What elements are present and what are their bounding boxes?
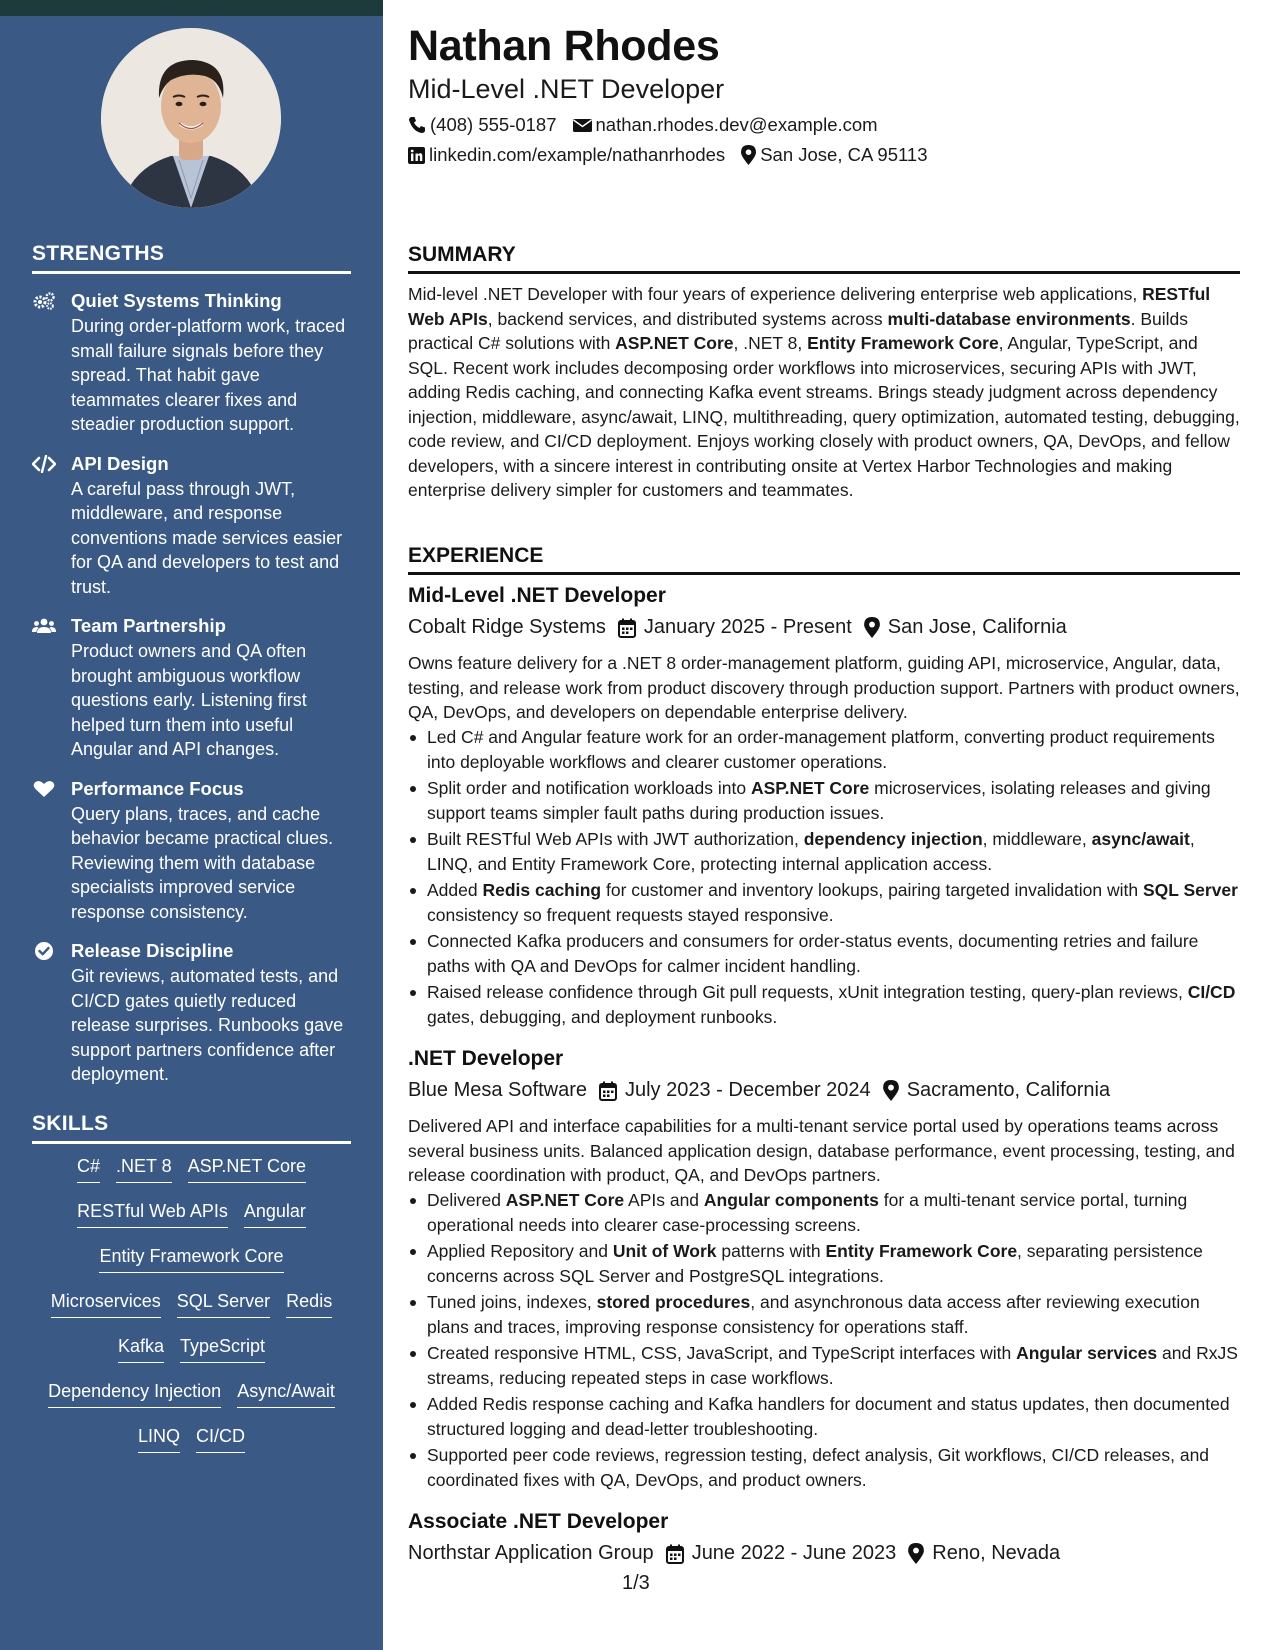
job-company: Cobalt Ridge Systems bbox=[408, 616, 606, 638]
heart-icon bbox=[32, 779, 56, 799]
location-text: San Jose, CA 95113 bbox=[760, 144, 928, 165]
job-dates: July 2023 - December 2024 bbox=[624, 1079, 871, 1101]
envelope-icon bbox=[573, 118, 592, 133]
summary-text: Mid-level .NET Developer with four years of experience delivering enterprise web applications, RESTful Web APIs, backend services, and distributed systems across multi-database environments. Builds practical C# solutions with ASP.NET Core, .NET 8, Entity Framework Core, Angular, TypeScript, and SQL. Recent work includes decomposing order workflows into microservices, securing APIs with JWT, adding Redis caching, and connecting Kafka event streams. Brings steady judgment across dependency injection, middleware, async/await, LINQ, multithreading, query optimization, automated testing, debugging, code review, and CI/CD deployment. Enjoys working closely with product owners, QA, DevOps, and fellow developers, with a sincere interest in contributing onsite at Vertex Harbor Technologies and making enterprise delivery simpler for customers and teammates. bbox=[408, 284, 1240, 500]
calendar-icon bbox=[618, 618, 636, 638]
job-bullet: Built RESTful Web APIs with JWT authorization, dependency injection, middleware, async/await, LINQ, and Entity Framework Core, protecting internal application access. bbox=[408, 827, 1240, 876]
linkedin-contact[interactable] bbox=[408, 144, 725, 166]
strength-item bbox=[32, 288, 351, 437]
strength-title: Release Discipline bbox=[71, 940, 234, 961]
skill-tag: Angular bbox=[244, 1199, 306, 1228]
strength-text: Query plans, traces, and cache behavior became practical clues. Reviewing them with database specialists improved service response consistency. bbox=[71, 803, 334, 922]
job-bullet: Delivered ASP.NET Core APIs and Angular components for a multi-tenant service portal, turning operational needs into clearer case-processing screens. bbox=[408, 1188, 1240, 1237]
calendar-icon bbox=[666, 1544, 684, 1564]
code-icon bbox=[32, 454, 56, 474]
skill-tag: SQL Server bbox=[177, 1289, 270, 1318]
candidate-name: Nathan Rhodes bbox=[408, 22, 720, 70]
job-dates: June 2022 - June 2023 bbox=[691, 1542, 897, 1564]
job-bullet: Added Redis response caching and Kafka handlers for document and status updates, then documented structured logging and dead-letter troubleshooting. bbox=[408, 1392, 1240, 1441]
skill-tag: ASP.NET Core bbox=[188, 1154, 306, 1183]
job-description: Owns feature delivery for a .NET 8 order-management platform, guiding API, microservice, Angular, data, testing, and release work from product discovery through production support. Partners with product owners, QA, DevOps, and developers on dependable enterprise delivery. bbox=[408, 653, 1240, 722]
skills-section bbox=[32, 1112, 351, 1469]
experience-heading: EXPERIENCE bbox=[408, 544, 1240, 575]
strength-item bbox=[32, 451, 351, 600]
job-title: Associate .NET Developer bbox=[408, 1510, 669, 1533]
contact-row-2 bbox=[408, 144, 944, 166]
job-title: Mid-Level .NET Developer bbox=[408, 584, 666, 607]
map-pin-icon bbox=[741, 145, 756, 165]
skill-tag: Redis bbox=[286, 1289, 332, 1318]
map-pin-icon bbox=[908, 1543, 924, 1564]
map-pin-icon bbox=[883, 1080, 899, 1101]
check-circle-icon bbox=[32, 941, 56, 961]
job-title: .NET Developer bbox=[408, 1047, 564, 1070]
profile-photo bbox=[101, 28, 281, 208]
email-contact[interactable] bbox=[573, 114, 878, 136]
skill-tag: TypeScript bbox=[180, 1334, 265, 1363]
job-dates: January 2025 - Present bbox=[643, 616, 852, 638]
strength-title: Quiet Systems Thinking bbox=[71, 290, 282, 311]
sidebar-top-band bbox=[0, 0, 383, 16]
job-meta bbox=[408, 616, 1067, 639]
strength-title: API Design bbox=[71, 452, 169, 474]
phone-number: (408) 555-0187 bbox=[430, 114, 557, 135]
skill-tag: Async/Await bbox=[237, 1379, 335, 1408]
job-location: Sacramento, California bbox=[906, 1079, 1111, 1101]
strength-item bbox=[32, 776, 351, 925]
job-bullet: Split order and notification workloads into ASP.NET Core microservices, isolating releases and giving support teams simpler fault paths during production issues. bbox=[408, 776, 1240, 825]
candidate-title: Mid-Level .NET Developer bbox=[408, 74, 725, 104]
email-address: nathan.rhodes.dev@example.com bbox=[595, 114, 878, 135]
strength-text: A careful pass through JWT, middleware, and response conventions made services easier for QA and developers to test and trust. bbox=[71, 478, 343, 597]
skill-tag: C# bbox=[77, 1154, 100, 1183]
job-bullet: Created responsive HTML, CSS, JavaScript, and TypeScript interfaces with Angular services and RxJS streams, reducing repeated steps in case workflows. bbox=[408, 1341, 1240, 1390]
job-meta bbox=[408, 1079, 1110, 1102]
strength-title: Performance Focus bbox=[71, 777, 244, 799]
skills-heading: SKILLS bbox=[32, 1112, 351, 1144]
job-bullet: Added Redis caching for customer and inventory lookups, pairing targeted invalidation with SQL Server consistency so frequent requests stayed responsive. bbox=[408, 878, 1240, 927]
skill-tag: Kafka bbox=[118, 1334, 164, 1363]
skill-tag: Entity Framework Core bbox=[99, 1244, 283, 1273]
map-pin-icon bbox=[864, 617, 880, 638]
job-location: San Jose, California bbox=[887, 616, 1067, 638]
job-bullets bbox=[408, 725, 1240, 1031]
job-bullet: Connected Kafka producers and consumers for order-status events, documenting retries and failure paths with QA and DevOps for calmer incident handling. bbox=[408, 929, 1240, 978]
job-description: Delivered API and interface capabilities for a multi-tenant service portal used by operations teams across several business units. Balanced application design, database performance, event processing, testing, and release coordination with product, QA, and DevOps partners. bbox=[408, 1116, 1235, 1185]
sidebar bbox=[0, 0, 383, 1650]
gears-icon bbox=[32, 291, 56, 311]
strength-title: Team Partnership bbox=[71, 615, 226, 636]
job-company: Northstar Application Group bbox=[408, 1542, 654, 1564]
skill-tag: .NET 8 bbox=[116, 1154, 172, 1183]
summary-heading: SUMMARY bbox=[408, 243, 1240, 274]
job-bullet: Raised release confidence through Git pull requests, xUnit integration testing, query-plan reviews, CI/CD gates, debugging, and deployment runbooks. bbox=[408, 980, 1240, 1029]
skills-list bbox=[32, 1154, 351, 1469]
skill-tag: RESTful Web APIs bbox=[77, 1199, 228, 1228]
location-contact bbox=[741, 144, 927, 166]
phone-icon bbox=[408, 116, 426, 134]
job-location: Reno, Nevada bbox=[932, 1542, 1061, 1564]
calendar-icon bbox=[599, 1081, 617, 1101]
job-bullet: Led C# and Angular feature work for an order-management platform, converting product requirements into deployable workflows and clearer customer operations. bbox=[408, 725, 1240, 774]
job-bullet: Tuned joins, indexes, stored procedures, and asynchronous data access after reviewing execution plans and traces, improving response consistency for operations staff. bbox=[408, 1290, 1240, 1339]
phone-contact[interactable] bbox=[408, 114, 557, 136]
users-icon bbox=[32, 616, 56, 636]
skill-tag: CI/CD bbox=[196, 1424, 245, 1453]
strength-text: Git reviews, automated tests, and CI/CD gates quietly reduced release surprises. Runbooks gave support partners confidence after deployment. bbox=[71, 966, 344, 1084]
strengths-heading: STRENGTHS bbox=[32, 242, 351, 274]
strengths-section bbox=[32, 242, 351, 1087]
linkedin-icon bbox=[408, 147, 425, 164]
job-bullet: Applied Repository and Unit of Work patterns with Entity Framework Core, separating persistence concerns across SQL Server and PostgreSQL integrations. bbox=[408, 1239, 1240, 1288]
job-bullet: Supported peer code reviews, regression testing, defect analysis, Git workflows, CI/CD releases, and coordinated fixes with QA, DevOps, and product owners. bbox=[408, 1443, 1240, 1492]
contact-row bbox=[408, 114, 894, 136]
job-meta bbox=[408, 1542, 1060, 1565]
strength-item bbox=[32, 938, 351, 1087]
skill-tag: Dependency Injection bbox=[48, 1379, 221, 1408]
strength-text: During order-platform work, traced small failure signals before they spread. That habit gave teammates clearer fixes and steadier production support. bbox=[71, 316, 346, 434]
linkedin-url: linkedin.com/example/nathanrhodes bbox=[429, 144, 726, 165]
page-number: 1/3 bbox=[622, 1572, 650, 1594]
strength-text: Product owners and QA often brought ambiguous workflow questions early. Listening first helped turn them into useful Angular and API changes. bbox=[71, 641, 307, 759]
skill-tag: Microservices bbox=[51, 1289, 161, 1318]
strength-item bbox=[32, 613, 351, 762]
job-company: Blue Mesa Software bbox=[408, 1079, 587, 1101]
skill-tag: LINQ bbox=[138, 1424, 180, 1453]
job-bullets bbox=[408, 1188, 1240, 1494]
